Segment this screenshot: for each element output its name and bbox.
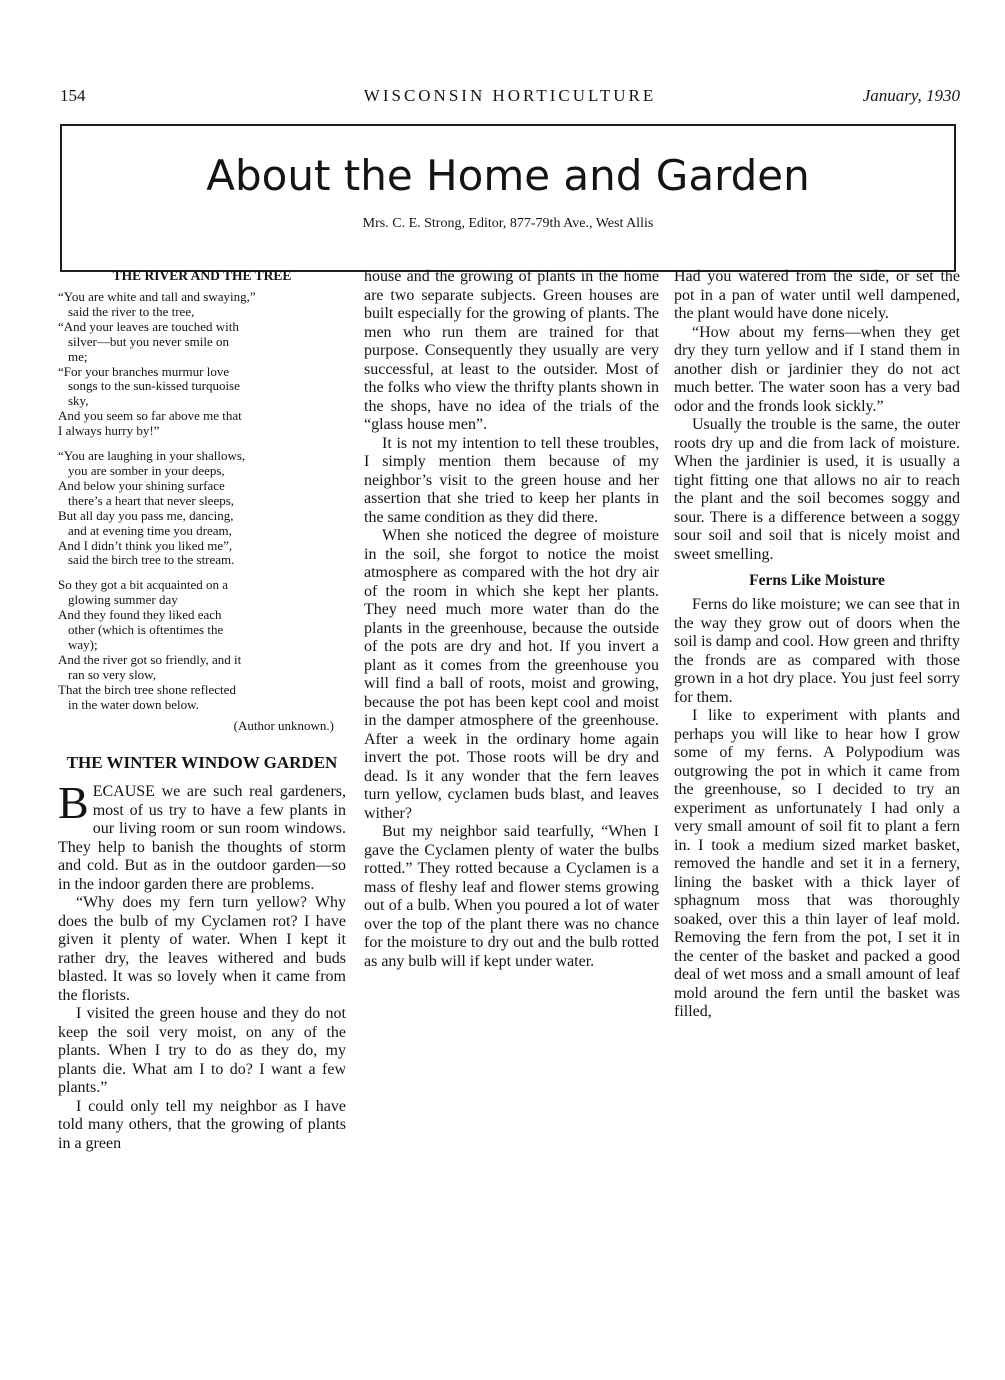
poem-line: other (which is oftentimes the <box>68 622 224 638</box>
editor-line: Mrs. C. E. Strong, Editor, 877-79th Ave., West Allis <box>362 216 654 231</box>
poem-line: there’s a heart that never sleeps, <box>68 492 235 508</box>
poem-line: silver—but you never smile on <box>68 333 230 349</box>
paragraph: “Why does my fern turn yellow? Why does the bulb of my Cyclamen rot? I have given it plenty of water. When I kept it rather dry, the leaves withered and buds blasted. It was so lovely when it came from the florists. <box>58 894 346 1004</box>
poem-stanza <box>58 449 346 568</box>
paragraph: Had you watered from the side, or set the pot in a pan of water until well dampened, the plant would have done nicely. <box>674 268 960 322</box>
section-title: About the Home and Garden <box>206 151 810 200</box>
poem-line: And they found they liked each <box>58 607 222 623</box>
poem-line: “You are white and tall and swaying,” <box>58 289 256 304</box>
poem-line: you are somber in your deeps, <box>68 462 225 478</box>
poem-line: And you seem so far above me that <box>58 408 242 424</box>
poem-line: I always hurry by!” <box>58 423 160 439</box>
paragraph: BECAUSE we are such real gardeners, most of us try to have a few plants in our living room or sun room windows. They help to banish the thoughts of storm and cold. But as in the outdoor garden—so in the indoor garden there are problems. <box>58 777 346 893</box>
poem-line: That the birch tree shone reflected <box>58 681 236 697</box>
poem-line: me; <box>68 348 88 364</box>
poem-line: But all day you pass me, dancing, <box>58 507 234 523</box>
poem-line: sky, <box>68 393 89 409</box>
article-column-1 <box>58 777 346 1153</box>
poem-line: And I didn’t think you liked me”, <box>58 537 233 553</box>
subheading: Ferns Like Moisture <box>749 572 885 589</box>
poem-line: songs to the sun-kissed turquoise <box>68 378 240 394</box>
poem-line: ran so very slow, <box>68 666 156 682</box>
article-column-3-continued <box>674 596 960 1022</box>
page-number: 154 <box>60 86 86 105</box>
paragraph: But my neighbor said tearfully, “When I gave the Cyclamen plenty of water the bulbs rotted.” They rotted because a Cyclamen is a mass of fleshy leaf and flower stems growing out of a bulb. When you poured a lot of water over the top of the plant there was no chance for the moisture to dry out and the bulb rotted as any bulb will if kept under water. <box>364 823 659 970</box>
section-banner <box>60 124 956 272</box>
poem-line: said the river to the tree, <box>68 303 195 319</box>
article-column-2 <box>364 268 659 971</box>
poem-line: And below your shining surface <box>58 477 225 493</box>
poem-line: in the water down below. <box>68 696 199 712</box>
poem-line: way); <box>68 636 98 652</box>
poem-title: THE RIVER AND THE TREE <box>112 268 292 283</box>
column-1 <box>58 268 346 1153</box>
paragraph: Usually the trouble is the same, the outer roots dry up and die from lack of moisture. When the jardinier is used, it is usually a tight fitting one that allows no air to reach the plant and the soil becomes soggy and sour. There is a difference between a soggy sour soil and soil that is nicely moist and sweet smelling. <box>674 416 960 563</box>
drop-cap: B <box>58 777 89 829</box>
running-header <box>60 86 960 110</box>
poem-line: said the birch tree to the stream. <box>68 552 235 568</box>
poem-stanza <box>58 290 346 439</box>
paragraph: I could only tell my neighbor as I have told many others, that the growing of plants in a green <box>58 1097 346 1152</box>
journal-title: WISCONSIN HORTICULTURE <box>363 86 657 105</box>
article-column-3 <box>674 268 960 564</box>
paragraph: When she noticed the degree of moisture in the soil, she forgot to notice the moist atmosphere as compared with the hot dry air of the room in which she kept her plants. They need much more water than do the plants in the greenhouse, because the outside of the pots are dry and hot. If you invert a plant as it comes from the greenhouse you will find a ball of roots, moist and growing, because the pot has been kept cool and moist in the damper atmosphere of the greenhouse. After a week in the ordinary home again invert the pot. Those roots will be dry and dead. Is it any wonder that the fern leaves turn yellow, cyclamen buds blast, and leaves wither? <box>364 527 659 822</box>
issue-date: January, 1930 <box>862 86 960 105</box>
poem-stanza <box>58 578 346 712</box>
column-2 <box>364 268 659 971</box>
paragraph: house and the growing of plants in the home are two separate subjects. Green houses are built especially for the growing of plants. The men who run them are trained for that purpose. Consequently they usually are very successful, at least to the outsider. Most of the folks who view the thrifty plants shown in the shops, have no idea of the trials of the “glass house men”. <box>364 268 659 433</box>
poem-line: and at evening time you dream, <box>68 522 232 538</box>
poem-line: “You are laughing in your shallows, <box>58 448 246 464</box>
article-title: THE WINTER WINDOW GARDEN <box>66 753 338 773</box>
paragraph: Ferns do like moisture; we can see that in the way they grow out of doors when the soil is damp and cool. How green and thrifty the fronds are as compared with those grown in a hot dry place. You just feel sorry for them. <box>674 596 960 706</box>
poem-line: glowing summer day <box>68 592 178 608</box>
poem-line: So they got a bit acquainted on a <box>58 577 229 593</box>
poem-body <box>58 290 346 712</box>
paragraph: I visited the green house and they do not keep the soil very moist, on any of the plants. When I try to do as they do, my plants die. What am I to do? I want a few plants.” <box>58 1005 346 1097</box>
paragraph: I like to experiment with plants and perhaps you will like to hear how I grow some of my ferns. A Polypodium was outgrowing the pot in which it came from the greenhouse, so I decided to try an experiment as unfortunately I had only a very small amount of soil fit to plant a fern in. I took a medium sized market basket, removed the handle and set it in a fernery, lining the basket with a thick layer of sphagnum moss that was thoroughly soaked, over this a thin layer of leaf mold. Removing the fern from the pot, I set it in the center of the basket and packed a good deal of wet moss and a small amount of leaf mold around the fern until the basket was filled, <box>674 707 960 1020</box>
column-3 <box>674 268 960 1022</box>
poem-line: “For your branches murmur love <box>58 363 230 379</box>
paragraph: It is not my intention to tell these troubles, I simply mention them because of my neighbor’s visit to the green house and her assertion that she tried to keep her plants in the same condition as they did there. <box>364 434 659 526</box>
poem-line: “And your leaves are touched with <box>58 318 239 334</box>
poem-line: And the river got so friendly, and it <box>58 651 242 667</box>
poem-credit: (Author unknown.) <box>233 718 334 734</box>
paragraph: “How about my ferns—when they get dry they turn yellow and if I stand them in another dish or jardinier they do not act much better. The water soon has a very bad odor and the fronds look sickly.” <box>674 323 960 415</box>
